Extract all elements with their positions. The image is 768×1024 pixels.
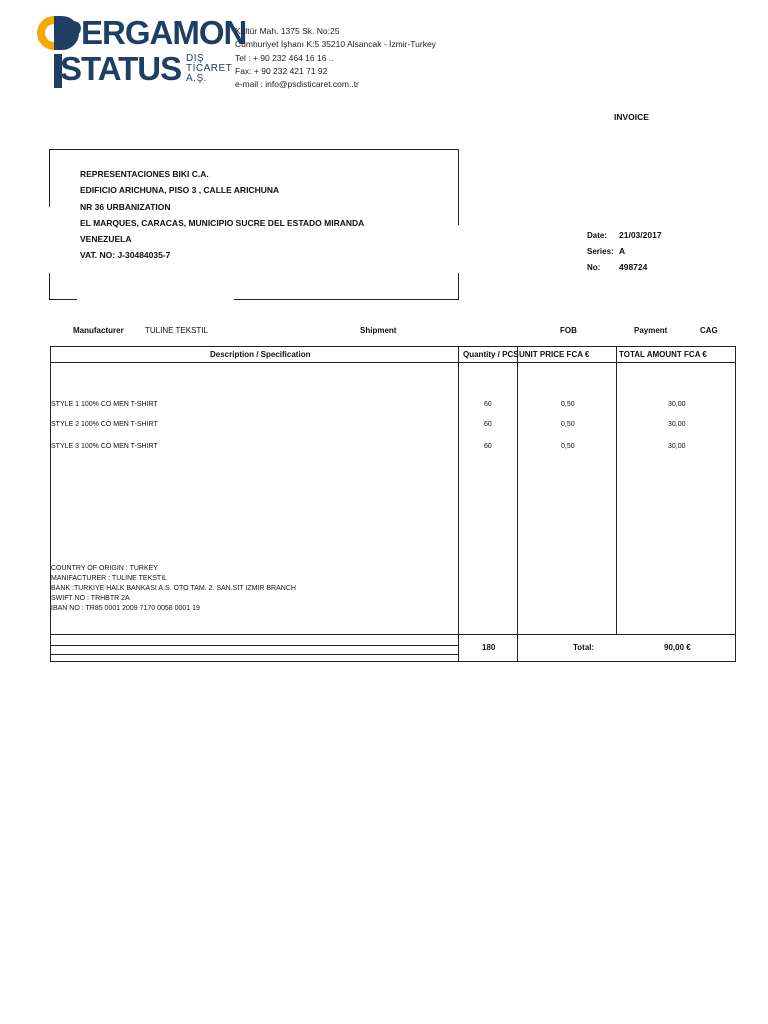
total-quantity: 180 [482,643,496,652]
table-total-divider [50,634,736,635]
table-row-desc: STYLE 2 100% CO MEN T-SHIRT [51,421,158,428]
header-quantity: Quantity / PCS [463,350,519,359]
customer-vat: VAT. NO: J-30484035-7 [80,250,171,261]
note-swift: SWIFT NO : TRHBTR 2A [51,595,130,602]
address-box-bottom-left-border [49,299,77,300]
total-amount: 90,00 € [664,643,691,652]
manufacturer-label: Manufacturer [73,326,124,335]
header-unit-price: UNIT PRICE FCA € [519,350,590,359]
table-header-divider [50,362,736,363]
fob-label: FOB [560,326,577,335]
date-label: Date: [587,231,608,240]
note-origin: COUNTRY OF ORIGIN : TURKEY [51,565,158,572]
no-label: No: [587,263,601,272]
address-box-right-lower-border [458,273,459,300]
company-info [235,25,436,91]
company-tel: Tel : + 90 232 464 16 16 .. [235,52,334,63]
table-row-unit: 0,50 [561,443,575,450]
address-box-top-border [49,149,459,150]
table-col-divider-1 [458,346,459,662]
company-address1: Kültür Mah. 1375 Sk. No:25 [235,26,340,36]
invoice-title: INVOICE [614,112,649,122]
address-box-left-border [49,149,50,207]
table-row-unit: 0,50 [561,421,575,428]
table-row-qty: 60 [484,401,492,408]
payment-value: CAG [700,326,718,335]
customer-line2: NR 36 URBANIZATION [80,201,171,212]
note-bank: BANK :TURKIYE HALK BANKASI A.S. OTO TAM. 2. SAN.SIT IZMIR BRANCH [51,585,296,592]
company-email: e-mail : info@psdisticaret.com..tr [235,79,359,90]
logo-line1: PERGAMON [60,14,247,51]
series-value: A [619,246,626,256]
shipment-label: Shipment [360,326,397,335]
company-address2: Cumhuriyet İşhanı K:5 35210 Alsancak - İzmir-Turkey [235,39,436,50]
company-logo [36,14,247,90]
company-fax: Fax: + 90 232 421 71 92 [235,65,328,76]
address-box-bottom-right-border [234,299,459,300]
series-label: Series: [587,247,614,256]
invoice-table [50,346,736,662]
table-row-desc: STYLE 3 100% CO MEN T-SHIRT [51,443,158,450]
table-row-total: 30,00 [668,401,686,408]
table-footer-divider-2 [50,654,458,655]
payment-label: Payment [634,326,668,335]
logo-line2: STATUS [60,50,182,87]
customer-line1: EDIFICIO ARICHUNA, PISO 3 , CALLE ARICHUNA [80,185,280,196]
address-box-left-lower-border [49,273,50,300]
customer-address [80,166,364,264]
table-col-divider-2 [517,346,518,662]
invoice-notes [51,564,296,614]
note-manufacturer: MANIFACTURER : TULINE TEKSTIL [51,575,168,582]
no-value: 498724 [619,262,648,272]
manufacturer-value: TULINE TEKSTIL [145,326,208,335]
table-row-unit: 0,50 [561,401,575,408]
header-total-amount: TOTAL AMOUNT FCA € [619,350,707,359]
logo-sub2: TİCARET [186,63,233,74]
table-footer-divider [50,645,458,646]
logo-sub1: DIŞ [186,53,205,64]
address-box-right-border [458,149,459,225]
customer-name: REPRESENTACIONES BIKI C.A. [80,169,209,179]
table-row-desc: STYLE 1 100% CO MEN T-SHIRT [51,401,158,408]
note-iban: IBAN NO : TR85 0001 2009 7170 0058 0001 19 [51,605,200,612]
header-description: Description / Specification [210,350,311,359]
logo-sub3: A.Ş. [186,73,207,84]
table-row-qty: 60 [484,443,492,450]
customer-country: VENEZUELA [80,234,132,245]
table-row-total: 30,00 [668,443,686,450]
table-col-divider-3 [616,346,617,634]
table-row-qty: 60 [484,421,492,428]
total-label: Total: [573,643,595,652]
table-row-total: 30,00 [668,421,686,428]
customer-line3: EL MARQUES, CARACAS, MUNICIPIO SUCRE DEL ESTADO MIRANDA [80,217,365,228]
date-value: 21/03/2017 [619,230,662,240]
